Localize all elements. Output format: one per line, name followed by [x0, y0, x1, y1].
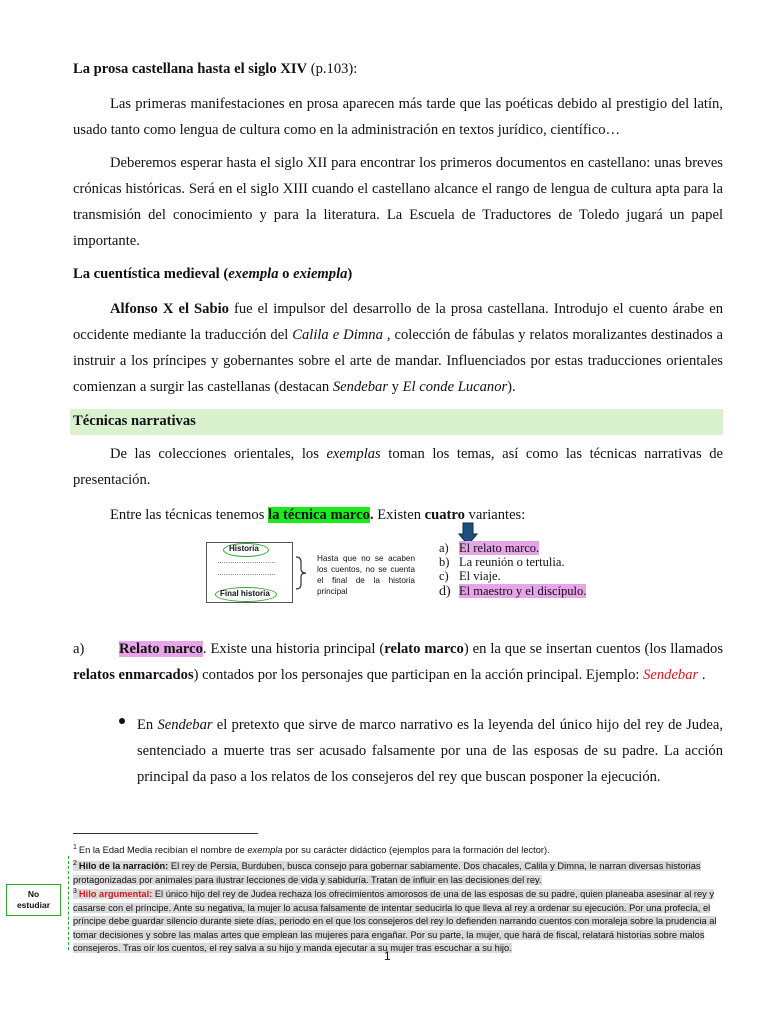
- diagram-box: [206, 542, 293, 603]
- footnote-label: Hilo de la narración:: [78, 861, 169, 871]
- list-text: La reunión o tertulia.: [459, 555, 565, 569]
- paragraph-alfonso: [73, 296, 723, 400]
- text-run: De las colecciones orientales, los: [110, 446, 327, 462]
- list-item: [439, 584, 586, 599]
- bold-relato-marco: relato marco: [384, 641, 464, 657]
- brace-icon: [294, 556, 308, 590]
- footnote-label: Hilo argumental:: [78, 889, 153, 899]
- bold-relatos-enmarcados: relatos enmarcados: [73, 667, 194, 683]
- bullet-sendebar: [137, 712, 723, 790]
- text-run: , colección de fábulas y relatos moralizantes destinados a instruir a los príncipes y gobernantes sobre el arte de mandar. Influenciados por estas traducciones orientales comienzan a surgir las castellanas (destacan: [73, 327, 723, 395]
- bullet-icon: [119, 718, 125, 724]
- section-title-tecnicas: Técnicas narrativas: [73, 413, 196, 429]
- heading-text: ): [347, 266, 353, 282]
- text-run: por su carácter didáctico (ejemplos para la formación del lector).: [282, 845, 550, 855]
- text-run: . Existe una historia principal (: [202, 641, 385, 657]
- diagram-final-historia: Final historia: [220, 589, 270, 598]
- italic-sendebar: Sendebar: [157, 717, 213, 733]
- side-note-no-estudiar: No estudiar: [6, 884, 61, 916]
- footnote-number: 1: [73, 844, 77, 851]
- list-item: [439, 569, 501, 583]
- text-run: toman los temas, así como las técnicas narrativas de presentación.: [73, 446, 723, 488]
- paragraph-colecciones: [73, 441, 723, 493]
- footnote-3: [73, 885, 723, 956]
- footnote-separator: [73, 833, 258, 834]
- page-number: 1: [384, 949, 391, 963]
- list-text: El relato marco.: [459, 541, 540, 555]
- paragraph-documentos: Deberemos esperar hasta el siglo XII para encontrar los primeros documentos en castellano: unas breves crónicas históricas. Será en el siglo XIII cuando el castellano alcance el rango de lengua de cultura apta para la transmisión del conocimiento y para la literatura. La Escuela de Traductores de Toledo jugará un papel importante.: [73, 155, 723, 249]
- text-run: En: [137, 717, 158, 733]
- list-text: El viaje.: [459, 569, 501, 583]
- list-letter: b): [439, 555, 450, 569]
- italic-lucanor: El conde Lucanor: [402, 379, 508, 395]
- bold-cuatro: cuatro: [424, 507, 465, 523]
- text-run: .: [698, 667, 706, 683]
- text-run: fue el impulsor del desarrollo de la prosa castellana. Introdujo el cuento árabe en occidente mediante la traducción del: [73, 301, 723, 343]
- heading-text: La cuentística medieval (: [73, 266, 229, 282]
- text-run: Entre las técnicas tenemos: [110, 507, 269, 523]
- footnote-text: El rey de Persia, Burduben, busca consejo para gobernar sabiamente. Dos chacales, Calila y Dimna, le narran diversas historias protagonizadas por animales para ilustrar lecciones de vida y sabiduría. Tratan de influir en las decisiones del rey.: [73, 861, 701, 885]
- text-run: variantes:: [464, 507, 526, 523]
- list-letter: a): [439, 541, 449, 555]
- list-item: [439, 541, 539, 555]
- highlight-tecnica-marco: la técnica marco: [268, 507, 370, 523]
- footnote-margin-line: [68, 856, 70, 950]
- italic-sendebar: Sendebar: [332, 379, 388, 395]
- text-run: el pretexto que sirve de marco narrativo es la leyenda del único hijo del rey de Judea, sentenciado a muerte tras ser acusado falsamente por una de las esposas de su padre. La acción principal da paso a los relatos de los consejeros del rey que buscan posponer la ejecución.: [137, 717, 723, 785]
- footnote-text: El único hijo del rey de Judea rechaza los ofrecimientos amorosos de una de las esposas de su padre, quien planeaba asesinar al rey y casarse con el príncipe. Ante su negativa, la mujer lo acusa falsamente de intentar seducirla lo que lleva al rey a ordenar su ejecución. Por una profecía, el príncipe debe guardar silencio durante siete días, periodo en el que los consejeros del rey lo defienden narrando cuentos con moraleja sobre la prudencia al tomar decisiones y sobre las malas artes que emplean las mujeres para engañar. Por su parte, la mujer, que hará de fiscal, relatará historias sobre malos consejeros. Tras oír los cuentos, el rey salva a su hijo y manda ejecutar a su mujer tras escuchar a su hijo.: [73, 889, 717, 953]
- text-run: y: [388, 379, 403, 395]
- list-text: El maestro y el discípulo.: [459, 584, 587, 598]
- text-run: .: [369, 507, 374, 523]
- heading-page-ref: (p.103):: [307, 61, 358, 77]
- italic-exemplas: exemplas: [326, 446, 381, 462]
- footnote-2: [73, 857, 723, 887]
- section-heading-prosa: [73, 56, 723, 82]
- heading-title: La prosa castellana hasta el siglo XIV: [73, 61, 308, 77]
- footnote-number: 3: [73, 888, 77, 895]
- italic-exempla: exempla: [247, 845, 283, 855]
- diagram-dots: ………………………: [217, 570, 276, 577]
- list-letter: a): [73, 641, 85, 657]
- list-letter: c): [439, 569, 449, 583]
- heading-italic-exempla: exempla: [228, 266, 279, 282]
- text-run: ) contados por los personajes que participan en la acción principal. Ejemplo:: [193, 667, 644, 683]
- heading-text: o: [278, 266, 294, 282]
- diagram-historia: Historia: [229, 544, 259, 553]
- paragraph-intro: Las primeras manifestaciones en prosa aparecen más tarde que las poéticas debido al prestigio del latín, usado tanto como lengua de cultura como en la administración en textos jurídico, científico…: [73, 96, 723, 138]
- bold-alfonso: Alfonso X el Sabio: [110, 301, 229, 317]
- heading-italic-exiempla: exiempla: [293, 266, 348, 282]
- text-run: Existen: [373, 507, 425, 523]
- text-run: ) en la que se insertan cuentos (los llamados: [463, 641, 723, 657]
- diagram-note: Hasta que no se acaben los cuentos, no se cuenta el final de la historia principal: [317, 554, 415, 596]
- list-letter: d): [439, 584, 451, 599]
- footnote-number: 2: [73, 860, 77, 867]
- text-run: En la Edad Media recibían el nombre de: [78, 845, 248, 855]
- red-sendebar: Sendebar: [643, 667, 699, 683]
- footnote-1: [73, 841, 723, 858]
- italic-calila: Calila e Dimna: [292, 327, 383, 343]
- paragraph-relato-marco: [73, 636, 723, 688]
- text-run: ).: [507, 379, 516, 395]
- section-heading-cuentistica: [73, 261, 723, 287]
- diagram-dots: ………………………: [217, 558, 276, 565]
- list-item: [439, 555, 565, 569]
- paragraph-tecnicas: [73, 502, 723, 528]
- highlight-relato-marco: Relato marco: [119, 641, 203, 657]
